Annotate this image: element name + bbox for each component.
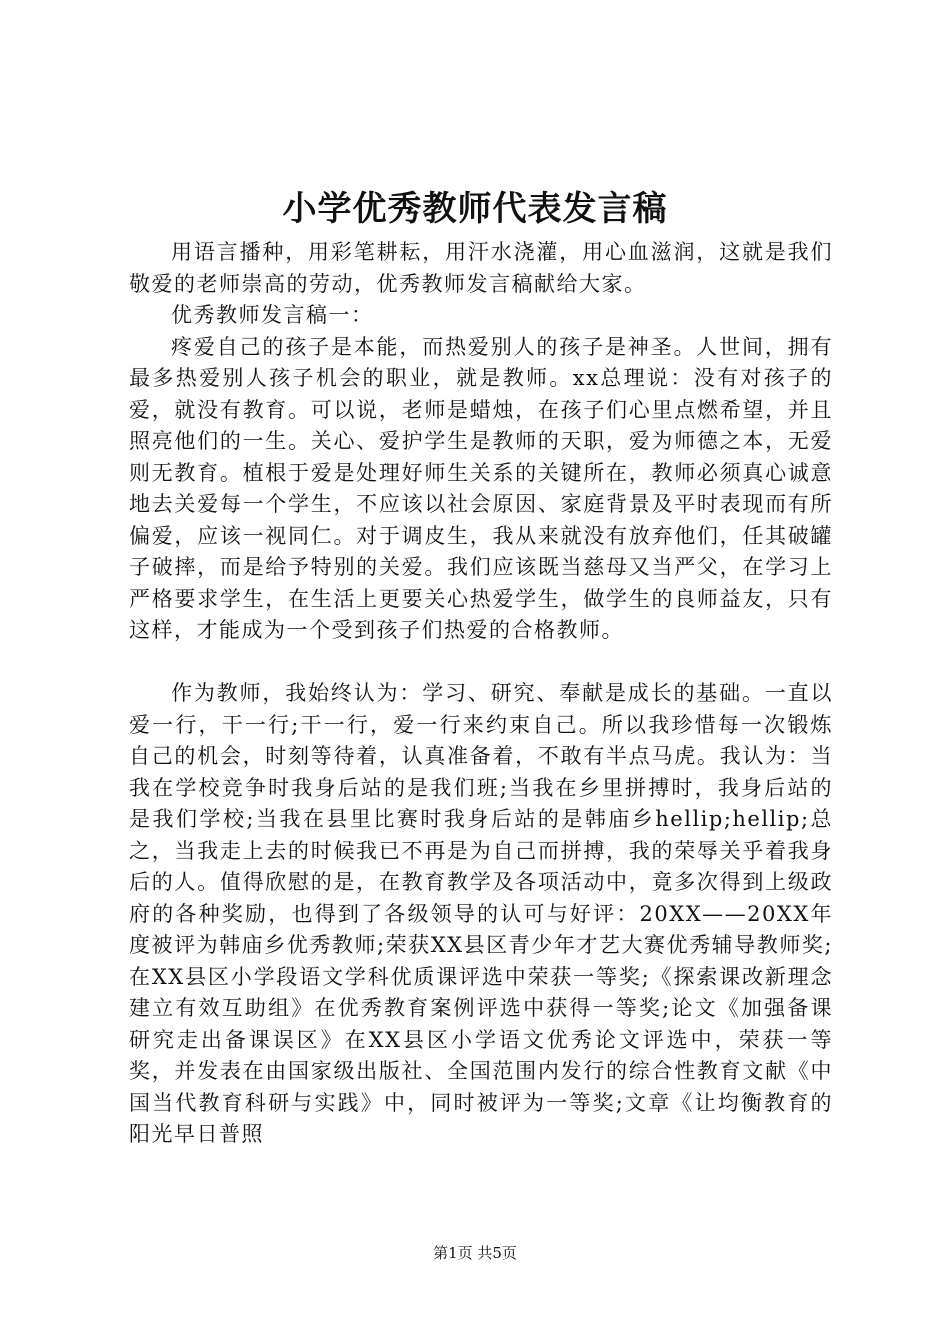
body-paragraph: 疼爱自己的孩子是本能，而热爱别人的孩子是神圣。人世间，拥有最多热爱别人孩子机会的职业，就是教师。xx总理说：没有对孩子的爱，就没有教育。可以说，老师是蜡烛，在孩子们心里点燃希望，并且照亮他们的一生。关心、爱护学生是教师的天职，爱为师德之本，无爱则无教育。植根于爱是处理好师生关系的关键所在，教师必须真心诚意地去关爱每一个学生，不应该以社会原因、家庭背景及平时表现而有所偏爱，应该一视同仁。对于调皮生，我从来就没有放弃他们，任其破罐子破摔，而是给予特别的关爱。我们应该既当慈母又当严父，在学习上严格要求学生，在生活上更要关心热爱学生，做学生的良师益友，只有这样，才能成为一个受到孩子们热爱的合格教师。 [129,334,833,642]
document-body [129,237,833,1151]
section-heading: 优秀教师发言稿一： [171,303,374,327]
intro-paragraph: 用语言播种，用彩笔耕耘，用汗水浇灌，用心血滋润，这就是我们敬爱的老师崇高的劳动，优秀教师发言稿献给大家。 [129,240,833,296]
document-title: 小学优秀教师代表发言稿 [282,189,668,229]
page-footer: 第1页 共5页 [433,1244,517,1262]
body-paragraph: 作为教师，我始终认为：学习、研究、奉献是成长的基础。一直以爱一行，干一行;干一行，爱一行来约束自己。所以我珍惜每一次锻炼自己的机会，时刻等待着，认真准备着，不敢有半点马虎。我认为：当我在学校竞争时我身后站的是我们班;当我在乡里拼搏时，我身后站的是我们学校;当我在县里比赛时我身后站的是韩庙乡hellip;hellip;总之，当我走上去的时候我已不再是为自己而拼搏，我的荣辱关乎着我身后的人。值得欣慰的是，在教育教学及各项活动中，竟多次得到上级政府的各种奖励，也得到了各级领导的认可与好评：20XX——20XX年度被评为韩庙乡优秀教师;荣获XX县区青少年才艺大赛优秀辅导教师奖;在XX县区小学段语文学科优质课评选中荣获一等奖;《探索课改新理念建立有效互助组》在优秀教育案例评选中获得一等奖;论文《加强备课研究走出备课误区》在XX县区小学语文优秀论文评选中，荣获一等奖，并发表在由国家级出版社、全国范围内发行的综合性教育文献《中国当代教育科研与实践》中，同时被评为一等奖;文章《让均衡教育的阳光早日普照 [129,681,833,1146]
paragraph-spacer [129,647,833,679]
